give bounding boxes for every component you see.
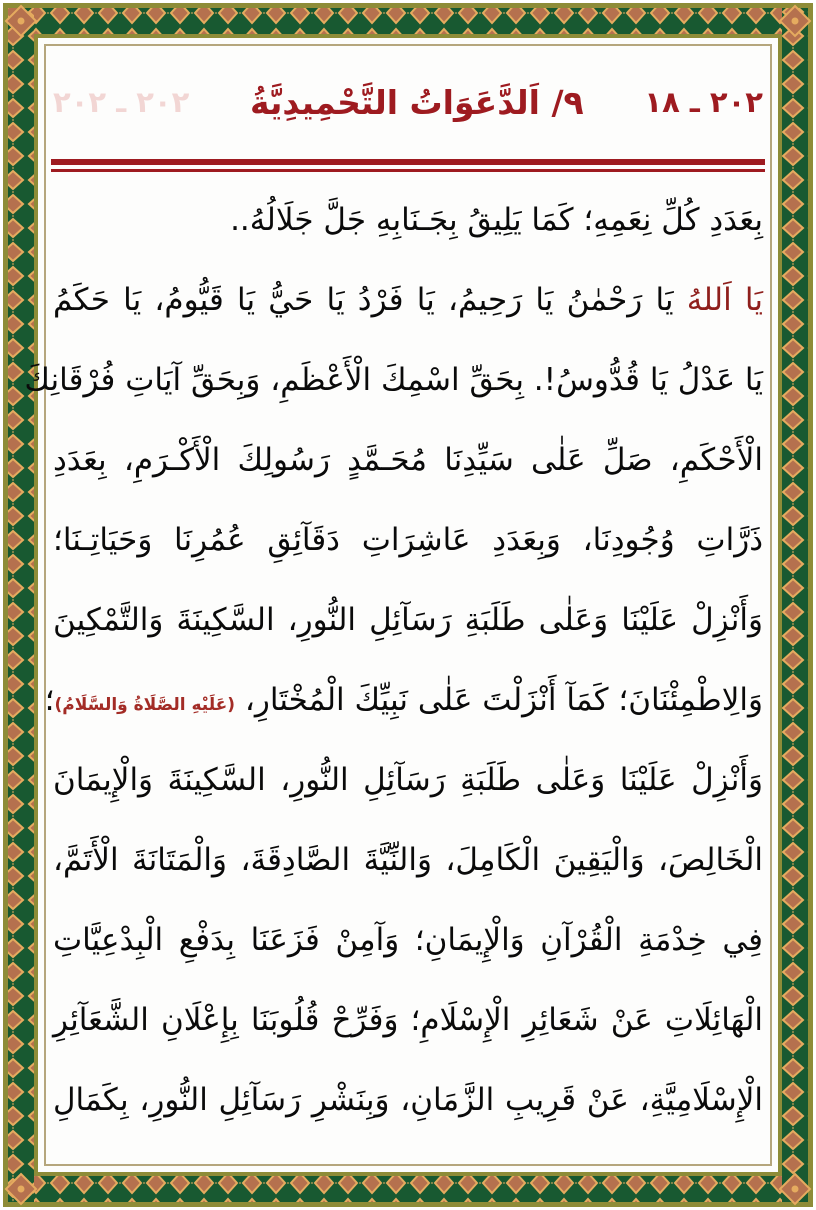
prayer-line: الْأَحْكَمِ، صَلِّ عَلٰى سَيِّدِنَا مُحَـمَّدٍ رَسُولِكَ الْأَكْـرَمِ، بِعَدَدِ [53, 442, 763, 478]
prayer-line-text: ؛ [44, 682, 55, 718]
prayer-line: الْخَالِصَ، وَالْيَقِينَ الْكَامِلَ، وَالنِّيَّةَ الصَّادِقَةَ، وَالْمَتَانَةَ الْأَتَمَّ، [53, 842, 763, 878]
salawat-seal: (عَلَيْهِ الصَّلَاةُ وَالسَّلَامُ) [54, 695, 236, 715]
header-divider-rule [51, 159, 765, 172]
prayer-line: بِعَدَدِ كُلِّ نِعَمِهِ؛ كَمَا يَلِيقُ بِجَـنَابِهِ جَلَّ جَلَالُهُ.. [230, 202, 763, 238]
prayer-line: فِي خِدْمَةِ الْقُرْآنِ وَالْإِيمَانِ؛ وَآمِنْ فَزَعَنَا بِدَفْعِ الْبِدْعِيَّاتِ [53, 922, 763, 958]
chapter-title: ٩/ اَلدَّعَوَاتُ التَّحْمِيدِيَّةُ [250, 82, 584, 122]
prayer-line-text: يَا رَحْمٰنُ يَا رَحِيمُ، يَا فَرْدُ يَا حَيُّ يَا قَيُّومُ، يَا حَكَمُ [53, 282, 687, 318]
prayer-line [44, 660, 763, 740]
prayer-line: ذَرَّاتِ وُجُودِنَا، وَبِعَدَدِ عَاشِرَاتِ دَقَآئِقِ عُمُرِنَا وَحَيَاتِـنَا؛ [53, 522, 763, 558]
page-number-marker: ٢٠٢ ـ ١٨ [644, 85, 763, 119]
page-header [53, 71, 763, 133]
prayer-line: الْإِسْلَامِيَّةِ، عَنْ قَرِيبِ الزَّمَانِ، وَبِنَشْرِ رَسَآئِلِ النُّورِ، بِكَمَالِ [53, 1082, 763, 1118]
prayer-line: يَا عَدْلُ يَا قُدُّوسُ!. بِحَقِّ اسْمِكَ الْأَعْظَمِ، وَبِحَقِّ آيَاتِ فُرْقَانِكَ [24, 362, 763, 398]
page-content [24, 47, 769, 1163]
prayer-line [53, 260, 763, 340]
prayer-line: وَأَنْزِلْ عَلَيْنَا وَعَلٰى طَلَبَةِ رَسَآئِلِ النُّورِ، السَّكِينَةَ وَالتَّمْكِينَ [53, 602, 763, 638]
divine-name-highlight: يَا اَللهُ [686, 282, 763, 318]
prayer-text-block [24, 180, 763, 1140]
prayer-line: الْهَائِلَاتِ عَنْ شَعَائِرِ الْإِسْلَامِ؛ وَفَرِّحْ قُلُوبَنَا بِإِعْلَانِ الشَّعَآئِرِ [53, 1002, 763, 1038]
prayer-line-text: وَالِاطْمِئْنَانَ؛ كَمَآ أَنْزَلْتَ عَلٰى نَبِيِّكَ الْمُخْتَارِ، [235, 682, 763, 718]
ghost-page-number: ٢٠٢ ـ ٢٠٢ [53, 85, 190, 119]
prayer-line: وَأَنْزِلْ عَلَيْنَا وَعَلٰى طَلَبَةِ رَسَآئِلِ النُّورِ، السَّكِينَةَ وَالْإِيمَانَ [53, 762, 763, 798]
